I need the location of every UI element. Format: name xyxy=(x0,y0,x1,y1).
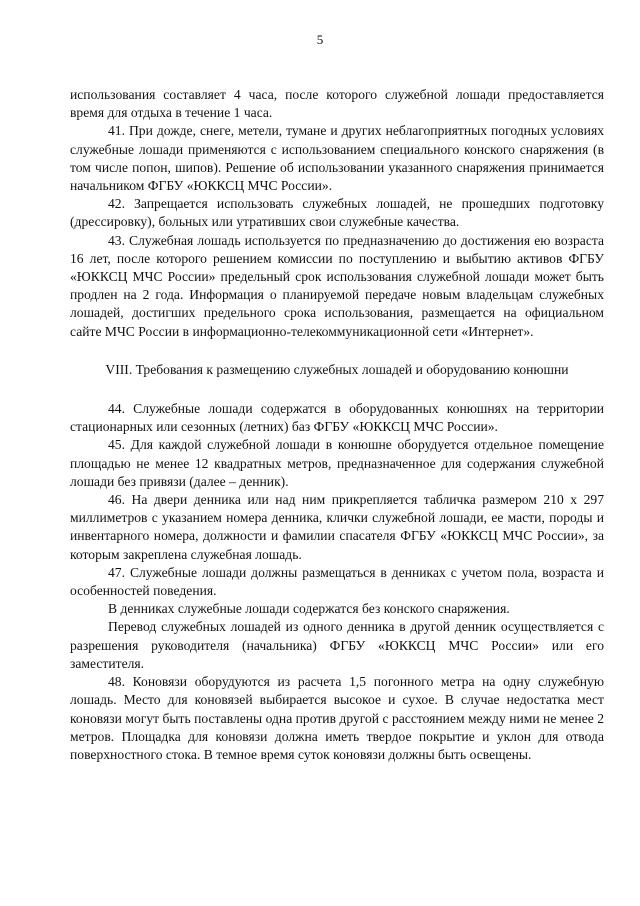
section-heading: VIII. Требования к размещению служебных лошадей и оборудованию конюшни xyxy=(105,361,569,377)
paragraph-45: 45. Для каждой служебной лошади в конюшне оборудуется отдельное помещение площадью не менее 12 квадратных метров, предназначенное для содержания служебной лошади без привязи (далее – денник). xyxy=(70,437,604,489)
document-body xyxy=(70,86,604,764)
paragraph-47-stalls-note: В денниках служебные лошади содержатся без конского снаряжения. xyxy=(108,601,510,617)
paragraph-47: 47. Служебные лошади должны размещаться в денниках с учетом пола, возраста и особенностей поведения. xyxy=(70,564,604,599)
paragraph-44: 44. Служебные лошади содержатся в оборудованных конюшнях на территории стационарных или сезонных (летних) баз ФГБУ «ЮККСЦ МЧС России». xyxy=(70,401,604,435)
paragraph-43: 43. Служебная лошадь используется по предназначению до достижения ею возраста 16 лет, после которого решением комиссии по поступлению и выбытию активов ФГБУ «ЮККСЦ МЧС России» предельный срок использования служебной лошади может быть продлен на 2 года. Информация о планируемой передаче новым владельцам служебных лошадей, достигших предельного срока использования, размещается на официальном сайте МЧС России в информационно-телекоммуникационной сети «Интернет». xyxy=(70,232,604,339)
page-number: 5 xyxy=(316,32,324,47)
paragraph-48: 48. Коновязи оборудуются из расчета 1,5 погонного метра на одну служебную лошадь. Место для коновязей выбирается высокое и сухое. В случае недостатка мест коновязи могут быть поставлены одна против другой с расстоянием между ними не менее 2 метров. Площадка для коновязи должна иметь твердое покрытие и уклон для отвода поверхностного стока. В темное время суток коновязи должны быть освещены. xyxy=(70,674,604,762)
paragraph-46: 46. На двери денника или над ним прикрепляется табличка размером 210 x 297 миллиметров с указанием номера денника, клички служебной лошади, ее масти, породы и инвентарного номера, должности и фамилии спасателя ФГБУ «ЮККСЦ МЧС России», за которым закреплена служебная лошадь. xyxy=(70,492,604,562)
paragraph-42: 42. Запрещается использовать служебных лошадей, не прошедших подготовку (дрессировку), больных или утративших свои служебные качества. xyxy=(70,196,604,230)
paragraph-41: 41. При дожде, снеге, метели, тумане и других неблагоприятных погодных условиях служебные лошади применяются с использованием специального конского снаряжения (в том числе попон, шипов). Решение об использовании указанного снаряжения принимается начальником ФГБУ «ЮККСЦ МЧС России». xyxy=(70,123,604,194)
paragraph-47-transfer-note: Перевод служебных лошадей из одного денника в другой денник осуществляется с разрешения руководителя (начальника) ФГБУ «ЮККСЦ МЧС России» или его заместителя. xyxy=(70,619,604,671)
paragraph-40-continuation: использования составляет 4 часа, после которого служебной лошади предоставляется время для отдыха в течение 1 часа. xyxy=(70,87,604,121)
